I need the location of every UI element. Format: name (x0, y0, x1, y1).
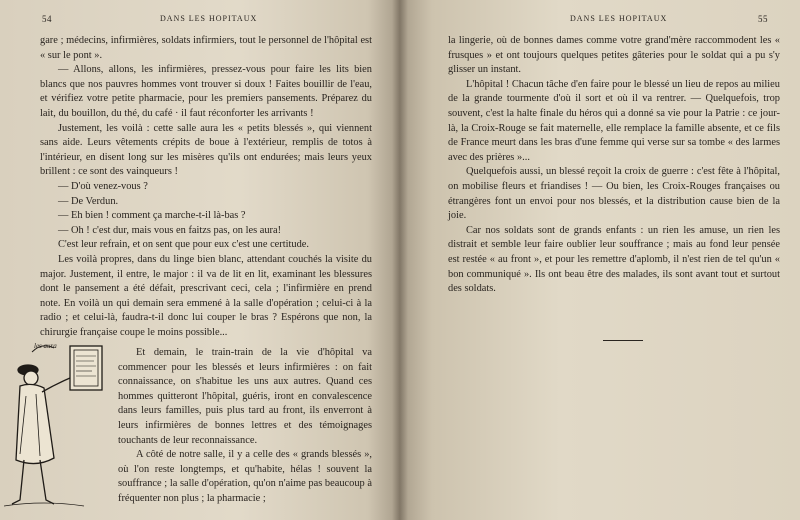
dialogue-line: — Oh ! c'est dur, mais vous en faitzs pas, on les aura! (58, 224, 282, 236)
book-gutter (392, 0, 408, 520)
section-rule (603, 340, 643, 341)
paragraph: A côté de notre salle, il y a celle des « grands blessés », où l'on reste longtemps, et qu'habite, hélas ! souvent la souffrance ; la salle d'opération, qu'on n'aime pas beaucoup à fréquenter non plus ; la pharmacie ; (118, 449, 372, 504)
right-text (448, 34, 780, 297)
dialogue-line: — De Verdun. (58, 195, 119, 207)
paragraph: — Allons, allons, les infirmières, pressez-vous pour faire les lits bien blancs que nos pauvres hommes vont trouver si doux ! Faites bouillir de l'eau, et vérifiez votre petite pharmacie, pour les premiers pansements. Préparez du lait, du bouillon, du thé, du café · il faut réconforter les arrivants ! (40, 64, 372, 119)
left-running-head: DANS LES HOPITAUX (160, 14, 258, 23)
left-page-number: 54 (42, 14, 52, 24)
paragraph: gare ; médecins, infirmières, soldats infirmiers, tout le personnel de l'hôpital est « sur le pont ». (40, 35, 372, 61)
right-page (400, 0, 800, 520)
paragraph: Et demain, le train-train de la vie d'hôpital va commencer pour les blessés et leurs infirmières : on fait connaissance, on s'habitue les uns aux autres. Quand ces hommes quitteront l'hôpital, guéris, iront en convalescence dans leurs familles, puis plus tard au front, ils enverront à leurs infirmières de bonnes lettres et des témoignages touchants de leur reconnaissance. (118, 347, 372, 446)
left-text-top (40, 34, 372, 340)
soldier-illustration (4, 336, 108, 512)
left-text-bottom (118, 346, 372, 507)
paragraph: Quelquefois aussi, un blessé reçoit la croix de guerre : c'est fête à l'hôpital, on mobilise fleurs et friandises ! — Ou bien, les Croix-Rouges françaises ou étrangères font un envoi pour nos blessés, et la distribution cause bien de la joie. (448, 166, 780, 222)
paragraph: L'hôpital ! Chacun tâche d'en faire pour le blessé un lieu de repos au milieu de la grande tourmente d'où il sort et où il va rentrer. — Quelquefois, trop souvent, c'est la halte finale du héros qui a donné sa vie pour la Patrie : ce jour-là, la Croix-Rouge se fait maternelle, elle remplace la famille absente, et ce fils de France meurt dans les bras d'une femme qui verse sur sa tombe « des larmes avec des prières »... (448, 78, 780, 163)
dialogue-line: — D'où venez-vous ? (58, 180, 148, 192)
paragraph: la lingerie, où de bonnes dames comme votre grand'mère raccommodent les « frusques » et ont toujours quelques petites gâteries pour le soldat qui a pu s'y glisser un instant. (448, 35, 780, 76)
right-running-head: DANS LES HOPITAUX (570, 14, 668, 23)
paragraph: C'est leur refrain, et on sent que pour eux c'est une certitude. (58, 239, 310, 251)
right-page-number: 55 (758, 14, 768, 24)
paragraph: Car nos soldats sont de grands enfants : un rien les amuse, un rien les distrait et semble leur faire oublier leur souffrance ; mais au fond leur pensée est restée « au front », et pour les remettre d'aplomb, il n'est rien de tel qu'un « bon communiqué ». Ils ont beau être des malades, ils sont avant tout et surtout des soldats. (448, 224, 780, 295)
paragraph: Les voilà propres, dans du linge bien blanc, attendant couchés la visite du major. Justement, il entre, le major : il va de lit en lit, examinant les blessures dont le pansement a été défait, prescrivant ceci, cela ; l'infirmière en prend note. En voilà un qui demain sera emmené à la salle d'opération ; celui-ci à la radio ; et celui-là, faudra-t-il donc lui couper le bras ? Espérons que non, la chirurgie française coupe le moins possible... (40, 253, 372, 338)
illustration-caption: les aura (34, 342, 57, 350)
paragraph: Justement, les voilà : cette salle aura les « petits blessés », qui viennent sans aide. Leurs vêtements crépits de boue à l'extérieur, remplis de totos à l'intérieur, en disent long sur les misères qu'ils ont endurées; mais leurs yeux brillent : ce sont des vainqueurs ! (40, 122, 372, 178)
dialogue-line: — Eh bien ! comment ça marche-t-il là-bas ? (58, 210, 246, 222)
